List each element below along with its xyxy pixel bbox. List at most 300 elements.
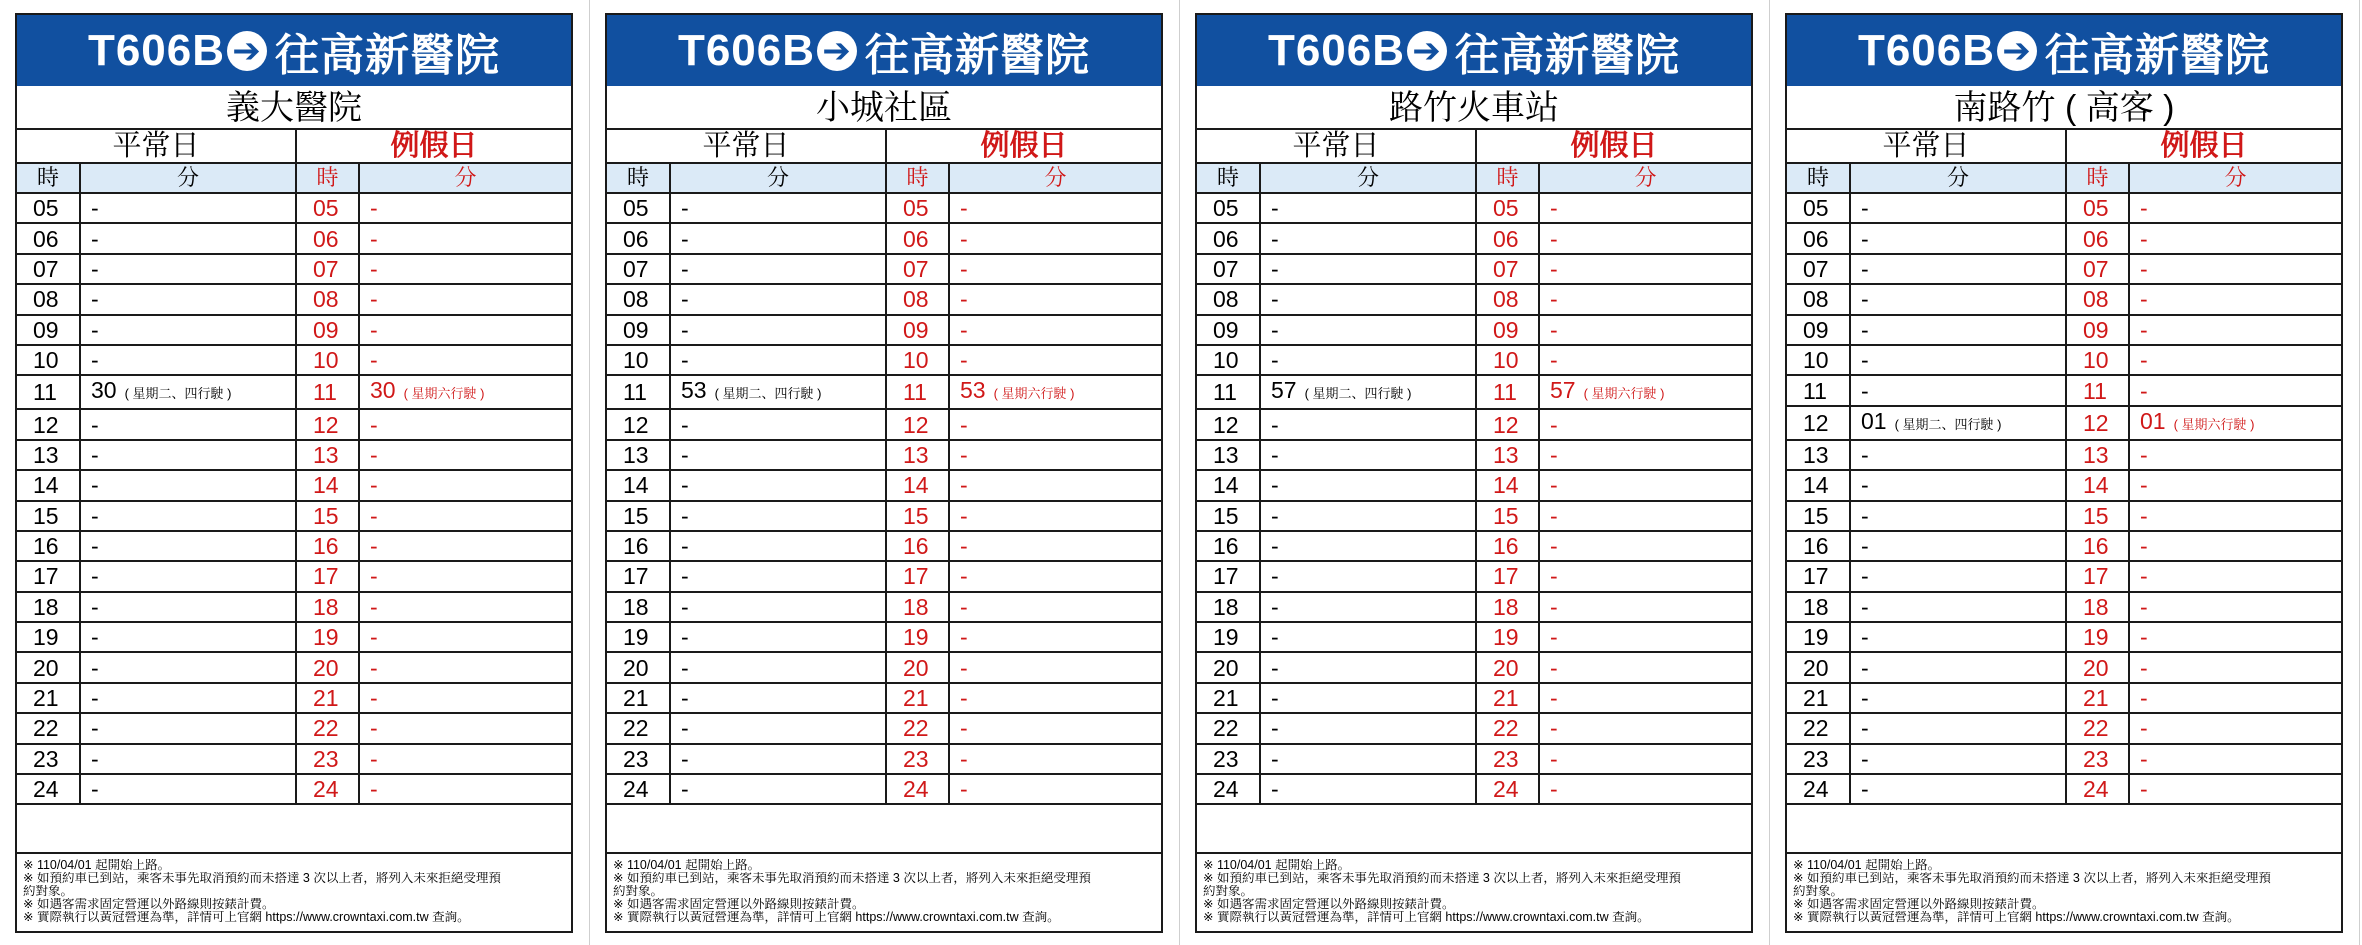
weekday-minutes [80,440,296,470]
holiday-hour: 21 [296,683,359,713]
holiday-hour: 19 [2066,622,2129,652]
holiday-minutes [949,561,1161,591]
holiday-hour: 10 [296,345,359,375]
weekday-minute-value: 01 [1861,407,1887,434]
holiday-hour: 21 [2066,683,2129,713]
no-service-dash: - [681,745,689,772]
no-service-dash: - [1271,347,1279,374]
weekday-minutes [80,284,296,314]
no-service-dash: - [370,286,378,313]
note-line: ※ 如預約車已到站，乘客未事先取消預約而未搭達 3 次以上者，將列入未來拒絕受理預 [1793,872,2271,886]
no-service-dash: - [2140,654,2148,681]
weekday-hour: 23 [607,744,670,774]
weekday-minutes [670,254,886,284]
weekday-minute-value: 57 [1271,377,1297,404]
schedule-row [607,531,1161,561]
holiday-minutes [2129,531,2341,561]
weekday-minutes [1850,652,2066,682]
holiday-hour: 07 [2066,254,2129,284]
weekday-minute-header: 分 [670,163,886,193]
schedule-row [1197,440,1751,470]
no-service-dash: - [681,533,689,560]
no-service-dash: - [91,411,99,438]
no-service-dash: - [1271,745,1279,772]
note-line: ※ 如預約車已到站，乘客未事先取消預約而未搭達 3 次以上者，將列入未來拒絕受理預 [23,872,501,886]
holiday-hour: 22 [1476,713,1539,743]
weekday-hour: 24 [1787,774,1850,804]
no-service-dash: - [681,255,689,282]
weekday-hour: 14 [17,470,80,500]
holiday-hour: 14 [886,470,949,500]
weekday-hour: 21 [607,683,670,713]
weekday-hour: 13 [1787,440,1850,470]
no-service-dash: - [1271,411,1279,438]
holiday-hour: 17 [1476,561,1539,591]
holiday-hour: 16 [1476,531,1539,561]
no-service-dash: - [681,286,689,313]
no-service-dash: - [370,624,378,651]
note-line: ※ 實際執行以黃冠營運為準，詳情可上官網 https://www.crowntaxi.com.tw 查詢。 [1793,911,2240,925]
blank-row [1197,805,1751,854]
no-service-dash: - [1550,715,1558,742]
holiday-minutes [949,470,1161,500]
no-service-dash: - [1861,593,1869,620]
schedule-row [1787,284,2341,314]
weekday-hour: 11 [607,375,670,409]
schedule-row [1787,223,2341,253]
schedule-row [1787,652,2341,682]
no-service-dash: - [370,715,378,742]
holiday-minutes [2129,375,2341,405]
day-type-row [1197,130,1751,163]
no-service-dash: - [2140,715,2148,742]
holiday-hour: 18 [1476,592,1539,622]
holiday-minutes [359,193,571,223]
note-line: ※ 實際執行以黃冠營運為準，詳情可上官網 https://www.crowntaxi.com.tw 查詢。 [1203,911,1650,925]
schedule-row [17,561,571,591]
stop-name: 路竹火車站 [1197,86,1751,130]
schedule-row [1197,652,1751,682]
weekday-minutes [1850,622,2066,652]
weekday-hour: 24 [607,774,670,804]
holiday-hour-header: 時 [1476,163,1539,193]
weekday-hour: 06 [607,223,670,253]
holiday-hour: 16 [2066,531,2129,561]
schedule-row [607,622,1161,652]
no-service-dash: - [91,441,99,468]
no-service-dash: - [1861,472,1869,499]
schedule-row [17,622,571,652]
schedule-row [1197,254,1751,284]
weekday-minutes [80,592,296,622]
schedule-table [1787,130,2341,805]
holiday-hour: 23 [296,744,359,774]
holiday-hour: 07 [886,254,949,284]
no-service-dash: - [1550,347,1558,374]
no-service-dash: - [370,347,378,374]
weekday-hour: 05 [1197,193,1260,223]
weekday-service-note: ( 星期二、四行駛 ) [1304,386,1412,402]
weekday-minutes [1850,193,2066,223]
weekday-minute-header: 分 [80,163,296,193]
schedule-row [1197,470,1751,500]
no-service-dash: - [1271,533,1279,560]
no-service-dash: - [1861,776,1869,803]
schedule-row [1787,254,2341,284]
holiday-minute-header: 分 [359,163,571,193]
weekday-hour: 22 [1787,713,1850,743]
holiday-minutes [949,345,1161,375]
weekday-hour: 11 [1787,375,1850,405]
holiday-minutes [1539,254,1751,284]
holiday-minute-value: 01 [2140,407,2166,434]
no-service-dash: - [1550,776,1558,803]
weekday-minutes [670,561,886,591]
weekday-minutes [670,774,886,804]
weekday-hour: 16 [1197,531,1260,561]
no-service-dash: - [1861,563,1869,590]
schedule-row [607,284,1161,314]
route-number: T606B [1267,25,1406,75]
note-line: ※ 110/04/01 起開始上路。 [1793,859,1941,873]
weekday-hour: 10 [1787,345,1850,375]
holiday-service-note: ( 星期六行駛 ) [403,386,485,402]
weekday-hour: 18 [1197,592,1260,622]
arrow-right-icon: ➔ [817,31,857,71]
weekday-label: 平常日 [607,130,886,163]
holiday-minute-header: 分 [1539,163,1751,193]
weekday-hour: 07 [1787,254,1850,284]
holiday-hour: 19 [1476,622,1539,652]
holiday-minutes [359,409,571,439]
holiday-minutes [2129,592,2341,622]
holiday-minutes [359,501,571,531]
weekday-minutes [1850,561,2066,591]
no-service-dash: - [2140,472,2148,499]
weekday-minutes [1260,315,1476,345]
schedule-row [17,592,571,622]
schedule-row [607,713,1161,743]
holiday-hour: 18 [886,592,949,622]
no-service-dash: - [1550,563,1558,590]
no-service-dash: - [91,745,99,772]
weekday-minutes [80,193,296,223]
holiday-minutes [2129,223,2341,253]
weekday-hour: 08 [1787,284,1850,314]
weekday-hour: 21 [1787,683,1850,713]
holiday-hour: 06 [296,223,359,253]
schedule-row [607,193,1161,223]
schedule-row [607,223,1161,253]
route-header [1197,15,1751,86]
weekday-hour: 16 [1787,531,1850,561]
weekday-minutes [1260,622,1476,652]
weekday-minutes [1850,774,2066,804]
note-line: ※ 如遇客需求固定營運以外路線則按錶計費。 [1793,898,2045,912]
no-service-dash: - [681,563,689,590]
no-service-dash: - [1550,195,1558,222]
holiday-hour: 08 [886,284,949,314]
no-service-dash: - [2140,533,2148,560]
holiday-hour: 24 [886,774,949,804]
weekday-hour: 24 [17,774,80,804]
weekday-hour: 10 [17,345,80,375]
holiday-minutes [2129,683,2341,713]
weekday-minutes [1260,774,1476,804]
schedule-row [17,683,571,713]
holiday-hour: 19 [886,622,949,652]
schedule-row [17,345,571,375]
column-header-row [1197,163,1751,193]
no-service-dash: - [91,286,99,313]
no-service-dash: - [1550,685,1558,712]
weekday-hour-header: 時 [1787,163,1850,193]
holiday-hour: 06 [2066,223,2129,253]
stop-name: 小城社區 [607,86,1161,130]
weekday-minutes [1850,531,2066,561]
weekday-hour: 19 [1197,622,1260,652]
no-service-dash: - [1861,347,1869,374]
holiday-minutes [2129,774,2341,804]
weekday-hour: 12 [607,409,670,439]
timetable-panel [15,13,573,933]
no-service-dash: - [1271,502,1279,529]
weekday-hour: 14 [1197,470,1260,500]
no-service-dash: - [370,593,378,620]
weekday-hour: 20 [607,652,670,682]
weekday-hour: 19 [607,622,670,652]
weekday-hour: 11 [1197,375,1260,409]
schedule-row [17,284,571,314]
holiday-hour: 10 [886,345,949,375]
weekday-hour: 20 [17,652,80,682]
holiday-hour: 09 [886,315,949,345]
weekday-minutes [670,501,886,531]
no-service-dash: - [2140,195,2148,222]
holiday-hour: 12 [296,409,359,439]
no-service-dash: - [91,195,99,222]
holiday-minutes [949,375,1161,409]
schedule-row [1197,744,1751,774]
holiday-hour: 24 [2066,774,2129,804]
weekday-hour: 18 [1787,592,1850,622]
weekday-hour: 16 [17,531,80,561]
weekday-minutes [670,440,886,470]
schedule-row [1787,440,2341,470]
holiday-hour: 18 [2066,592,2129,622]
holiday-minutes [2129,315,2341,345]
weekday-hour: 14 [607,470,670,500]
weekday-hour: 10 [607,345,670,375]
weekday-minutes [1850,440,2066,470]
weekday-hour: 17 [607,561,670,591]
weekday-hour: 13 [17,440,80,470]
holiday-minute-value: 30 [370,377,396,404]
holiday-minutes [949,683,1161,713]
weekday-minutes [670,622,886,652]
schedule-table [1197,130,1751,805]
no-service-dash: - [960,745,968,772]
weekday-hour-header: 時 [17,163,80,193]
holiday-hour: 13 [886,440,949,470]
schedule-row [17,409,571,439]
schedule-row [1197,345,1751,375]
column-header-row [1787,163,2341,193]
holiday-minutes [949,531,1161,561]
weekday-hour: 09 [17,315,80,345]
route-header [1787,15,2341,86]
no-service-dash: - [1550,472,1558,499]
schedule-row [1197,193,1751,223]
schedule-row [607,652,1161,682]
holiday-hour: 11 [296,375,359,409]
schedule-row [17,744,571,774]
holiday-hour: 10 [2066,345,2129,375]
holiday-hour: 06 [1476,223,1539,253]
holiday-minutes [2129,284,2341,314]
holiday-service-note: ( 星期六行駛 ) [2173,416,2255,432]
schedule-row [607,375,1161,409]
schedule-row [1197,315,1751,345]
no-service-dash: - [681,347,689,374]
weekday-minutes [1850,284,2066,314]
no-service-dash: - [960,195,968,222]
holiday-minutes [1539,592,1751,622]
no-service-dash: - [370,776,378,803]
weekday-minute-header: 分 [1260,163,1476,193]
schedule-row [1787,561,2341,591]
weekday-hour: 07 [17,254,80,284]
no-service-dash: - [91,255,99,282]
holiday-hour: 08 [296,284,359,314]
schedule-row [1197,409,1751,439]
weekday-hour: 09 [1197,315,1260,345]
weekday-hour: 17 [1787,561,1850,591]
no-service-dash: - [960,502,968,529]
weekday-minutes [1850,592,2066,622]
holiday-hour: 21 [1476,683,1539,713]
holiday-minutes [2129,440,2341,470]
weekday-minutes [1850,470,2066,500]
weekday-hour: 23 [1197,744,1260,774]
weekday-hour: 20 [1787,652,1850,682]
day-type-row [17,130,571,163]
schedule-row [1787,193,2341,223]
no-service-dash: - [960,776,968,803]
weekday-hour: 12 [1787,406,1850,440]
holiday-label: 例假日 [2066,130,2341,163]
holiday-minutes [949,652,1161,682]
holiday-minutes [1539,470,1751,500]
weekday-hour: 11 [17,375,80,409]
weekday-hour: 05 [607,193,670,223]
no-service-dash: - [370,502,378,529]
no-service-dash: - [91,685,99,712]
schedule-row [607,592,1161,622]
schedule-row [17,774,571,804]
weekday-hour: 22 [607,713,670,743]
weekday-hour: 18 [607,592,670,622]
no-service-dash: - [1271,563,1279,590]
holiday-hour: 05 [296,193,359,223]
weekday-minutes [670,652,886,682]
weekday-minutes [1850,683,2066,713]
route-number: T606B [87,25,226,75]
no-service-dash: - [1271,654,1279,681]
schedule-row [607,440,1161,470]
no-service-dash: - [681,502,689,529]
holiday-label: 例假日 [296,130,571,163]
schedule-row [1787,315,2341,345]
no-service-dash: - [960,225,968,252]
no-service-dash: - [960,654,968,681]
schedule-row [17,501,571,531]
weekday-minutes [1850,375,2066,405]
schedule-row [1787,345,2341,375]
weekday-minutes [1260,345,1476,375]
holiday-minutes [2129,470,2341,500]
holiday-minutes [1539,193,1751,223]
no-service-dash: - [2140,286,2148,313]
no-service-dash: - [1550,255,1558,282]
weekday-hour: 23 [17,744,80,774]
no-service-dash: - [1271,685,1279,712]
holiday-hour: 12 [886,409,949,439]
holiday-hour: 16 [886,531,949,561]
no-service-dash: - [1550,286,1558,313]
no-service-dash: - [2140,255,2148,282]
no-service-dash: - [2140,502,2148,529]
no-service-dash: - [370,563,378,590]
no-service-dash: - [2140,347,2148,374]
weekday-service-note: ( 星期二、四行駛 ) [124,386,232,402]
holiday-hour: 08 [1476,284,1539,314]
schedule-row [1197,713,1751,743]
schedule-row [607,774,1161,804]
weekday-hour: 24 [1197,774,1260,804]
weekday-hour: 06 [1197,223,1260,253]
holiday-minutes [359,284,571,314]
schedule-row [1787,683,2341,713]
holiday-hour: 07 [1476,254,1539,284]
schedule-row [1787,774,2341,804]
holiday-minutes [949,254,1161,284]
weekday-minutes [670,592,886,622]
notes-section [1197,854,1751,924]
no-service-dash: - [91,624,99,651]
weekday-minutes [1260,440,1476,470]
holiday-minute-header: 分 [2129,163,2341,193]
route-destination: 往高新醫院 [2045,30,2271,80]
holiday-minutes [2129,652,2341,682]
schedule-table [607,130,1161,805]
no-service-dash: - [1861,225,1869,252]
holiday-label: 例假日 [1476,130,1751,163]
holiday-hour: 24 [1476,774,1539,804]
no-service-dash: - [681,316,689,343]
no-service-dash: - [1271,195,1279,222]
holiday-hour: 17 [2066,561,2129,591]
weekday-minutes [1260,713,1476,743]
note-line: 約對象。 [1203,885,1254,899]
weekday-minutes [1260,683,1476,713]
schedule-row [1787,531,2341,561]
no-service-dash: - [1861,715,1869,742]
blank-row [1787,805,2341,854]
route-header [607,15,1161,86]
schedule-row [1787,406,2341,440]
holiday-hour-header: 時 [2066,163,2129,193]
